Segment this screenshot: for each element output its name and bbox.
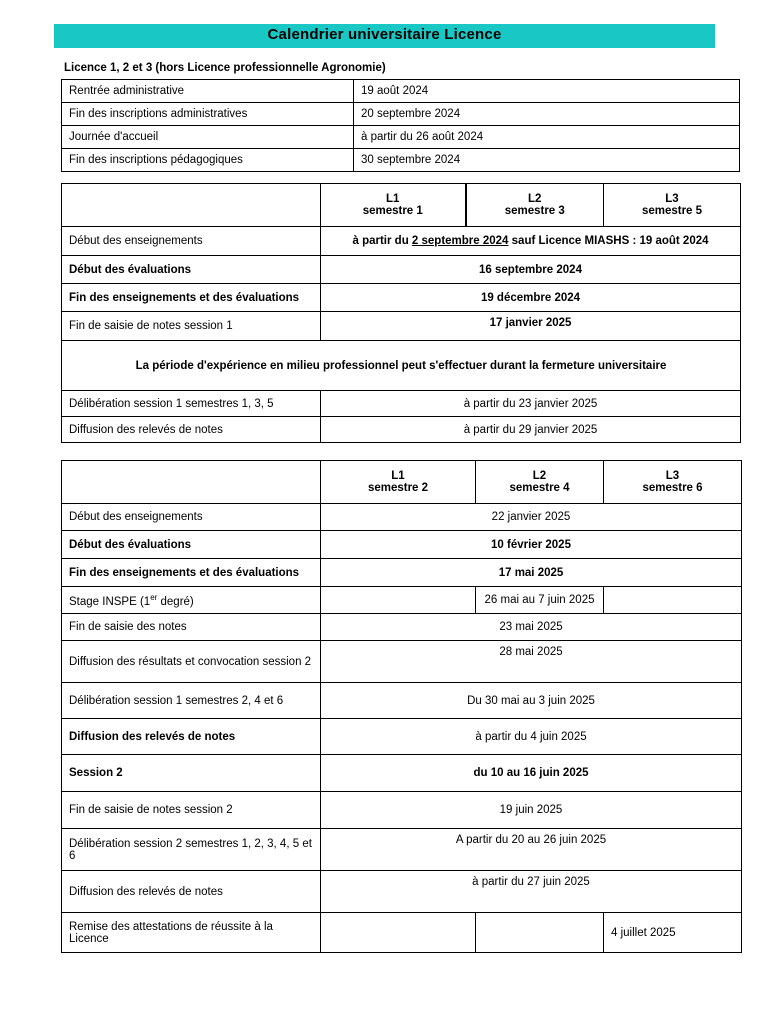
table-row	[62, 641, 742, 683]
table-row	[62, 531, 742, 559]
header-row	[62, 461, 742, 504]
row-value: à partir du 2 septembre 2024 sauf Licence MIASHS : 19 août 2024	[321, 227, 741, 256]
row-value: 19 juin 2025	[321, 792, 742, 829]
table-row	[62, 792, 742, 829]
note-text: La période d'expérience en milieu professionnel peut s'effectuer durant la fermeture universitaire	[62, 341, 741, 391]
row-value: à partir du 4 juin 2025	[321, 719, 742, 755]
header-l1: L1 semestre 2	[321, 461, 476, 504]
table-row	[62, 719, 742, 755]
row-label: Début des enseignements	[62, 227, 321, 256]
row-value: 17 janvier 2025	[321, 312, 741, 341]
row-value: à partir du 29 janvier 2025	[321, 417, 741, 443]
table-row	[62, 149, 740, 172]
row-label: Diffusion des relevés de notes	[62, 871, 321, 913]
row-value: 16 septembre 2024	[321, 256, 741, 284]
table-row	[62, 913, 742, 953]
row-value: Du 30 mai au 3 juin 2025	[321, 683, 742, 719]
row-label: Stage INSPE (1er degré)	[62, 587, 321, 614]
row-label: Début des évaluations	[62, 531, 321, 559]
row-value: 20 septembre 2024	[354, 103, 740, 126]
row-label: Fin des enseignements et des évaluations	[62, 559, 321, 587]
table-row	[62, 559, 742, 587]
row-value: 30 septembre 2024	[354, 149, 740, 172]
table-row	[62, 341, 741, 391]
row-label: Fin de saisie des notes	[62, 614, 321, 641]
row-label: Journée d'accueil	[62, 126, 354, 149]
page-title: Calendrier universitaire Licence	[54, 24, 715, 48]
table-row	[62, 683, 742, 719]
row-label: Diffusion des relevés de notes	[62, 719, 321, 755]
row-value: 17 mai 2025	[321, 559, 742, 587]
table-row	[62, 103, 740, 126]
row-value: à partir du 26 août 2024	[354, 126, 740, 149]
row-label: Rentrée administrative	[62, 80, 354, 103]
row-label: Diffusion des relevés de notes	[62, 417, 321, 443]
table-row	[62, 587, 742, 614]
row-value: 28 mai 2025	[321, 641, 742, 683]
row-value: 19 août 2024	[354, 80, 740, 103]
row-value: 22 janvier 2025	[321, 504, 742, 531]
table-row	[62, 126, 740, 149]
header-l2: L2 semestre 4	[476, 461, 604, 504]
row-value: 19 décembre 2024	[321, 284, 741, 312]
row-value: A partir du 20 au 26 juin 2025	[321, 829, 742, 871]
semester-odd-table	[61, 183, 741, 443]
table-row	[62, 227, 741, 256]
row-value: à partir du 27 juin 2025	[321, 871, 742, 913]
row-value: 10 février 2025	[321, 531, 742, 559]
row-label: Fin des enseignements et des évaluations	[62, 284, 321, 312]
general-dates-table	[61, 79, 740, 172]
row-label: Délibération session 2 semestres 1, 2, 3, 4, 5 et 6	[62, 829, 321, 871]
row-value: du 10 au 16 juin 2025	[321, 755, 742, 792]
header-l1: L1 semestre 1	[321, 184, 466, 227]
row-value: 4 juillet 2025	[604, 913, 742, 953]
table-row	[62, 614, 742, 641]
table-row	[62, 391, 741, 417]
subtitle: Licence 1, 2 et 3 (hors Licence professionnelle Agronomie)	[64, 62, 386, 74]
header-l3: L3 semestre 6	[604, 461, 742, 504]
table-row	[62, 417, 741, 443]
header-row	[62, 184, 741, 227]
table-row	[62, 256, 741, 284]
row-label: Délibération session 1 semestres 2, 4 et 6	[62, 683, 321, 719]
row-label: Début des enseignements	[62, 504, 321, 531]
row-label: Diffusion des résultats et convocation session 2	[62, 641, 321, 683]
row-label: Délibération session 1 semestres 1, 3, 5	[62, 391, 321, 417]
table-row	[62, 871, 742, 913]
row-value: 26 mai au 7 juin 2025	[476, 587, 604, 614]
semester-even-table	[61, 460, 742, 953]
row-value: à partir du 23 janvier 2025	[321, 391, 741, 417]
table-row	[62, 284, 741, 312]
row-value: 23 mai 2025	[321, 614, 742, 641]
table-row	[62, 80, 740, 103]
table-row	[62, 829, 742, 871]
table-row	[62, 755, 742, 792]
row-label: Fin des inscriptions administratives	[62, 103, 354, 126]
table-row	[62, 504, 742, 531]
row-label: Fin de saisie de notes session 1	[62, 312, 321, 341]
row-label: Fin de saisie de notes session 2	[62, 792, 321, 829]
header-l2: L2 semestre 3	[466, 184, 604, 227]
row-label: Fin des inscriptions pédagogiques	[62, 149, 354, 172]
table-row	[62, 312, 741, 341]
row-label: Remise des attestations de réussite à la Licence	[62, 913, 321, 953]
row-label: Session 2	[62, 755, 321, 792]
row-label: Début des évaluations	[62, 256, 321, 284]
header-l3: L3 semestre 5	[604, 184, 741, 227]
